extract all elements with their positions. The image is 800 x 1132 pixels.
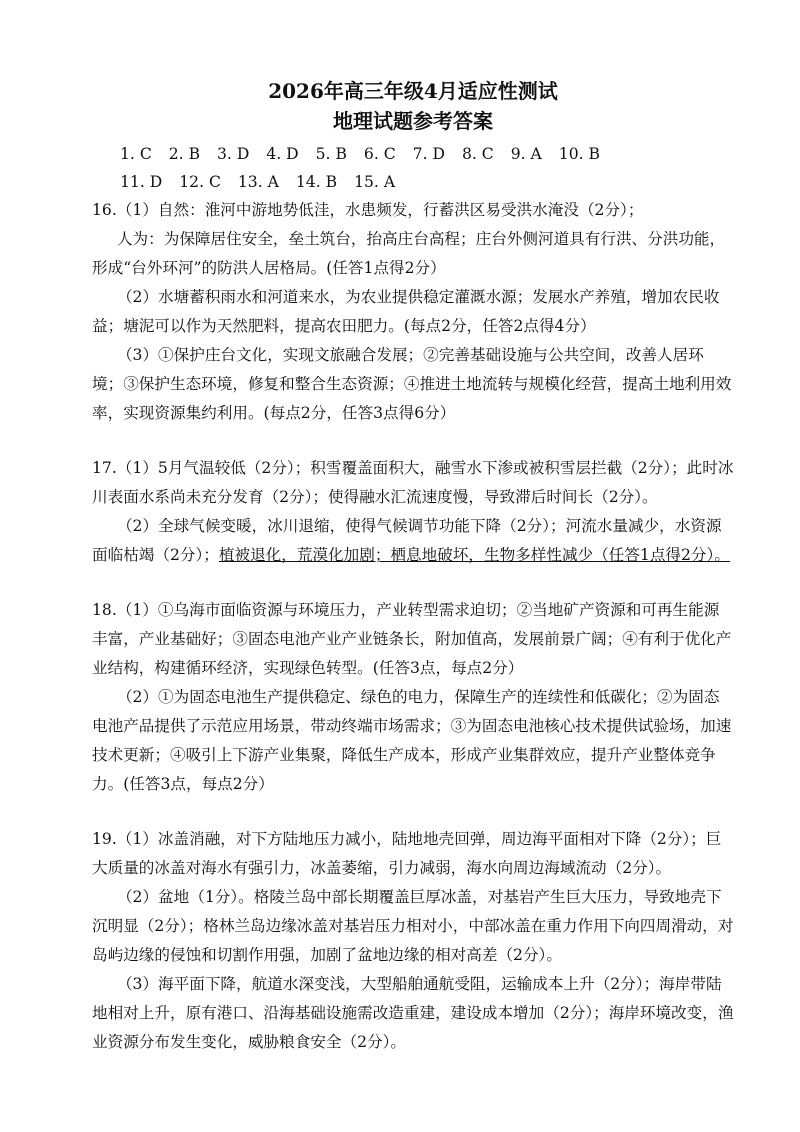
choice-answer: 7. D [412, 145, 445, 163]
q19-part1: 19.（1）冰盖消融，对下方陆地压力减小，陆地地壳回弹，周边海平面相对下降（2分）；巨大质量的冰盖对海水有强引力，冰盖萎缩，引力减弱，海水向周边海域流动（2分）。 [92, 830, 722, 877]
page-title: 2026年高三年级4月适应性测试 [268, 79, 558, 103]
q17-part1: 17.（1）5月气温较低（2分）；积雪覆盖面积大，融雪水下渗或被积雪层拦截（2分）；此时冰川表面水系尚未充分发育（2分）；使得融水汇流速度慢，导致滞后时间长（2分）。 [92, 459, 734, 506]
page-subtitle: 地理试题参考答案 [333, 109, 493, 133]
choice-answer: 9. A [510, 145, 542, 163]
q18-part2: （2）①为固态电池生产提供稳定、绿色的电力，保障生产的连续性和低碳化；②为固态电池产品提供了示范应用场景，带动终端市场需求；③为固态电池核心技术提供试验场，加速技术更新；④吸引上下游产业集聚，降低生产成本，形成产业集群效应，提升产业整体竞争力。(任答3点，每点2分） [92, 688, 732, 793]
choice-answer: 4. D [266, 145, 299, 163]
q16-part1-human: 人为：为保障居住安全，垒土筑台，抬高庄台高程；庄台外侧河道具有行洪、分洪功能，形成“台外环河”的防洪人居格局。(任答1点得2分） [92, 230, 726, 277]
question-17 [92, 454, 734, 570]
choice-answers-row-1 [92, 140, 734, 168]
choice-answer: 11. D [120, 173, 163, 191]
choice-answer: 1. C [120, 145, 152, 163]
q16-part3: （3）①保护庄台文化，实现文旅融合发展；②完善基础设施与公共空间，改善人居环境；③保护生态环境，修复和整合生态资源；④推进土地流转与规模化经营，提高土地利用效率，实现资源集约利用。(每点2分，任答3点得6分） [92, 346, 732, 422]
q17-part2 [92, 512, 734, 570]
choice-answer: 14. B [295, 173, 338, 191]
q19-part3: （3）海平面下降，航道水深变浅，大型船舶通航受阻，运输成本上升（2分）；海岸带陆地相对上升，原有港口、沿海基础设施需改造重建，建设成本增加（2分）；海岸环境改变，渔业资源分布发生变化，威胁粮食安全（2分）。 [92, 975, 734, 1051]
choice-answers-row-2 [92, 168, 734, 196]
q18-part1: 18.（1）①乌海市面临资源与环境压力，产业转型需求迫切；②当地矿产资源和可再生能源丰富，产业基础好；③固态电池产业产业链条长，附加值高，发展前景广阔；④有利于优化产业结构，构建循环经济，实现绿色转型。(任答3点，每点2分） [92, 601, 732, 677]
q19-part2: （2）盆地（1分）。格陵兰岛中部长期覆盖巨厚冰盖，对基岩产生巨大压力，导致地壳下沉明显（2分）；格林兰岛边缘冰盖对基岩压力相对小，中部冰盖在重力作用下向四周滑动，对岛屿边缘的侵蚀和切割作用强，加剧了盆地边缘的相对高差（2分）。 [92, 888, 734, 964]
choice-answer: 6. C [363, 145, 396, 163]
question-19 [92, 825, 734, 1057]
q16-part1-natural: 16.（1）自然：淮河中游地势低洼，水患频发，行蓄洪区易受洪水淹没（2分）； [92, 201, 644, 219]
question-18 [92, 596, 734, 799]
question-16 [92, 196, 734, 428]
choice-answer: 2. B [168, 145, 201, 163]
choice-answer: 5. B [315, 145, 347, 163]
choice-answer: 12. C [179, 173, 221, 191]
choice-answer: 13. A [237, 173, 279, 191]
choice-answer: 8. C [461, 145, 494, 163]
choice-answer: 3. D [217, 145, 250, 163]
q16-part2: （2）水塘蓄积雨水和河道来水，为农业提供稳定灌溉水源；发展水产养殖，增加农民收益；塘泥可以作为天然肥料，提高农田肥力。(每点2分，任答2点得4分） [92, 288, 720, 335]
q17-part2-underlined: 植被退化，荒漠化加剧；栖息地破坏，生物多样性减少（任答1点得2分）。 [218, 546, 730, 564]
choice-answer: 10. B [558, 145, 601, 163]
choice-answer: 15. A [354, 173, 396, 191]
q17-part2-text: （2）全球气候变暖，冰川退缩，使得气候调节功能下降（2分）；河流水量减少，水资源面临枯竭（2分）； [92, 517, 722, 564]
